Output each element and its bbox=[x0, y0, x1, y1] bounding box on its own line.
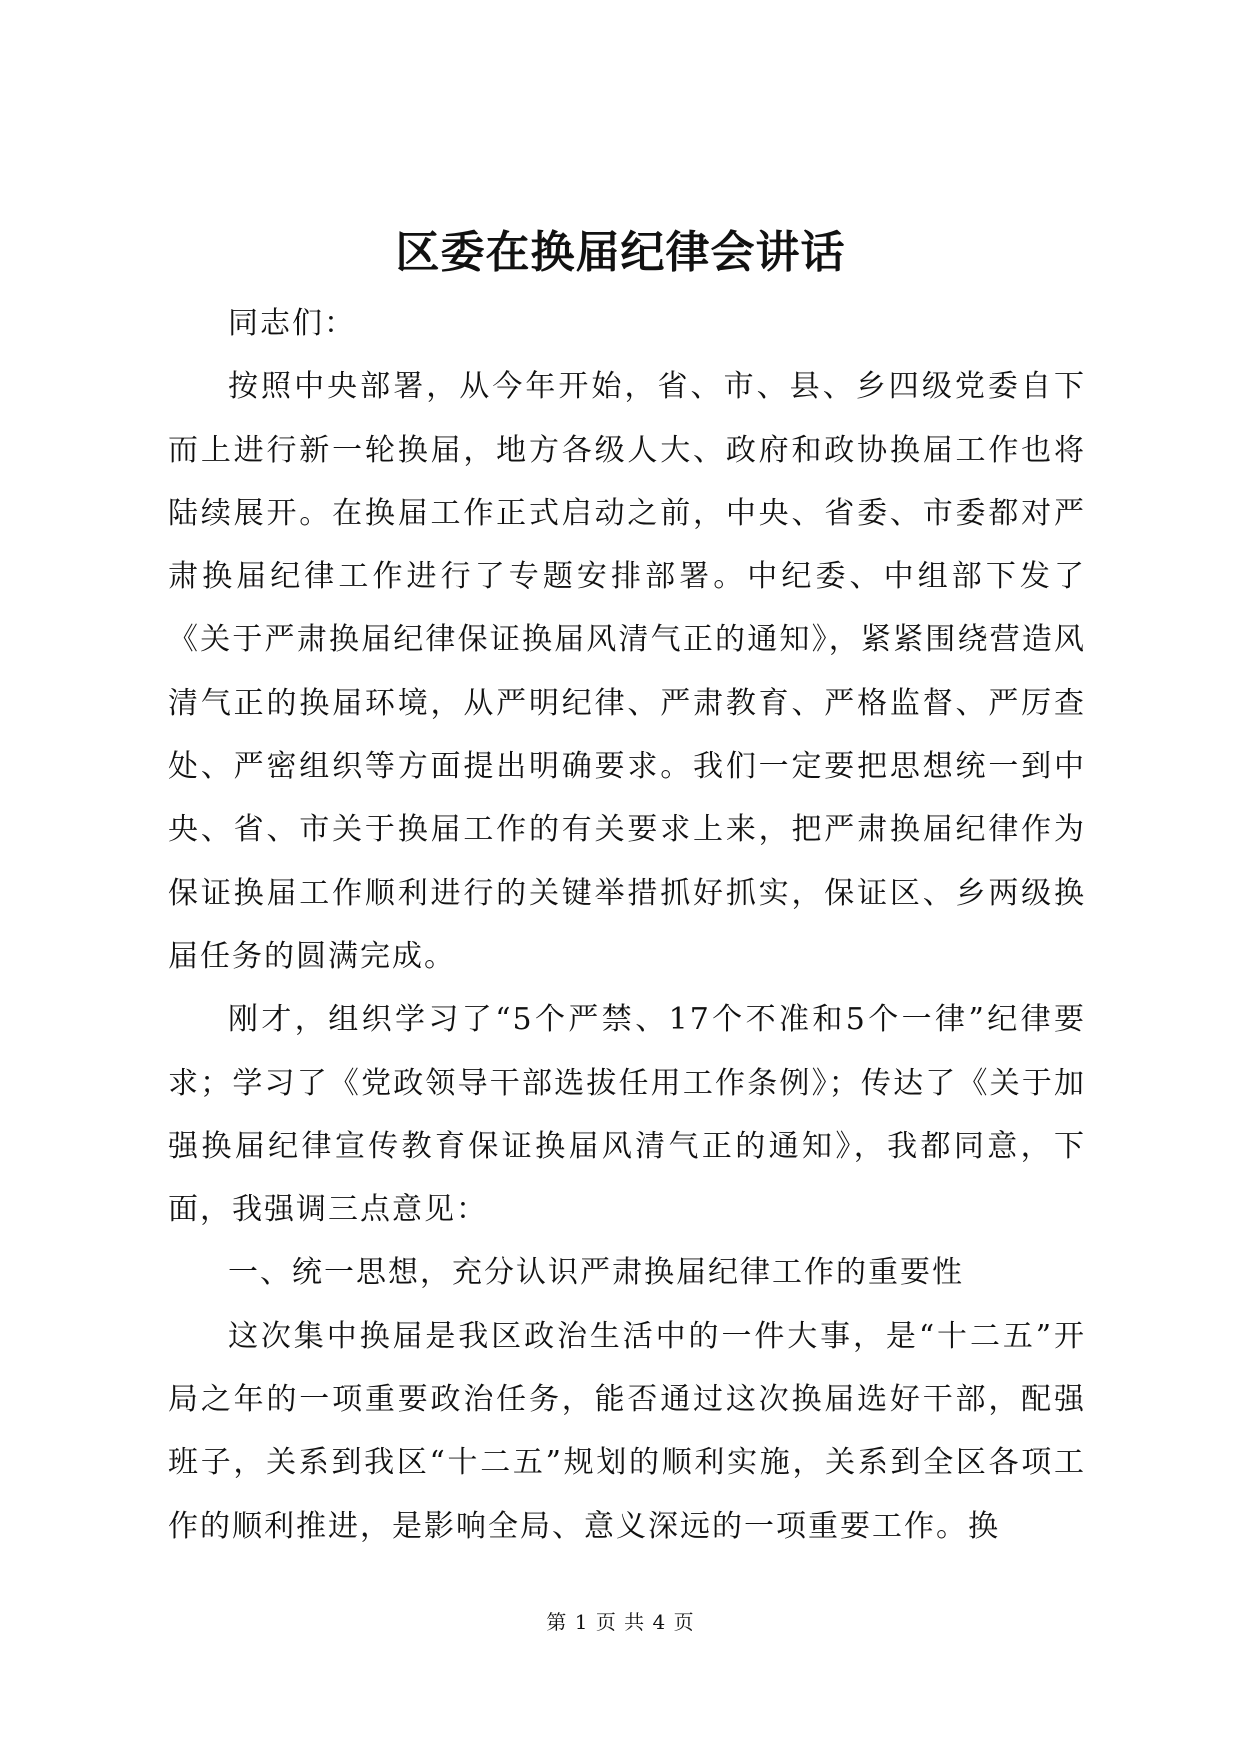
section-heading: 一、统一思想，充分认识严肃换届纪律工作的重要性 bbox=[228, 1255, 964, 1291]
salutation-paragraph: 同志们： bbox=[228, 306, 356, 341]
page-footer: 第 1 页 共 4 页 bbox=[546, 1610, 695, 1634]
document-body bbox=[168, 292, 1086, 1558]
body-paragraph: 刚才，组织学习了“5个严禁、17个不准和5个一律”纪律要求；学习了《党政领导干部选拔任用工作条例》；传达了《关于加强换届纪律宣传教育保证换届风清气正的通知》，我都同意，下面，我强调三点意见： bbox=[168, 1002, 1086, 1228]
body-paragraph: 这次集中换届是我区政治生活中的一件大事，是“十二五”开局之年的一项重要政治任务，能否通过这次换届选好干部，配强班子，关系到我区“十二五”规划的顺利实施，关系到全区各项工作的顺利推进，是影响全局、意义深远的一项重要工作。换 bbox=[168, 1318, 1086, 1544]
body-paragraph: 按照中央部署，从今年开始，省、市、县、乡四级党委自下而上进行新一轮换届，地方各级人大、政府和政协换届工作也将陆续展开。在换届工作正式启动之前，中央、省委、市委都对严肃换届纪律工作进行了专题安排部署。中纪委、中组部下发了《关于严肃换届纪律保证换届风清气正的通知》，紧紧围绕营造风清气正的换届环境，从严明纪律、严肃教育、严格监督、严厉查处、严密组织等方面提出明确要求。我们一定要把思想统一到中央、省、市关于换届工作的有关要求上来，把严肃换届纪律作为保证换届工作顺利进行的关键举措抓好抓实，保证区、乡两级换届任务的圆满完成。 bbox=[168, 369, 1086, 974]
document-title: 区委在换届纪律会讲话 bbox=[395, 227, 846, 278]
